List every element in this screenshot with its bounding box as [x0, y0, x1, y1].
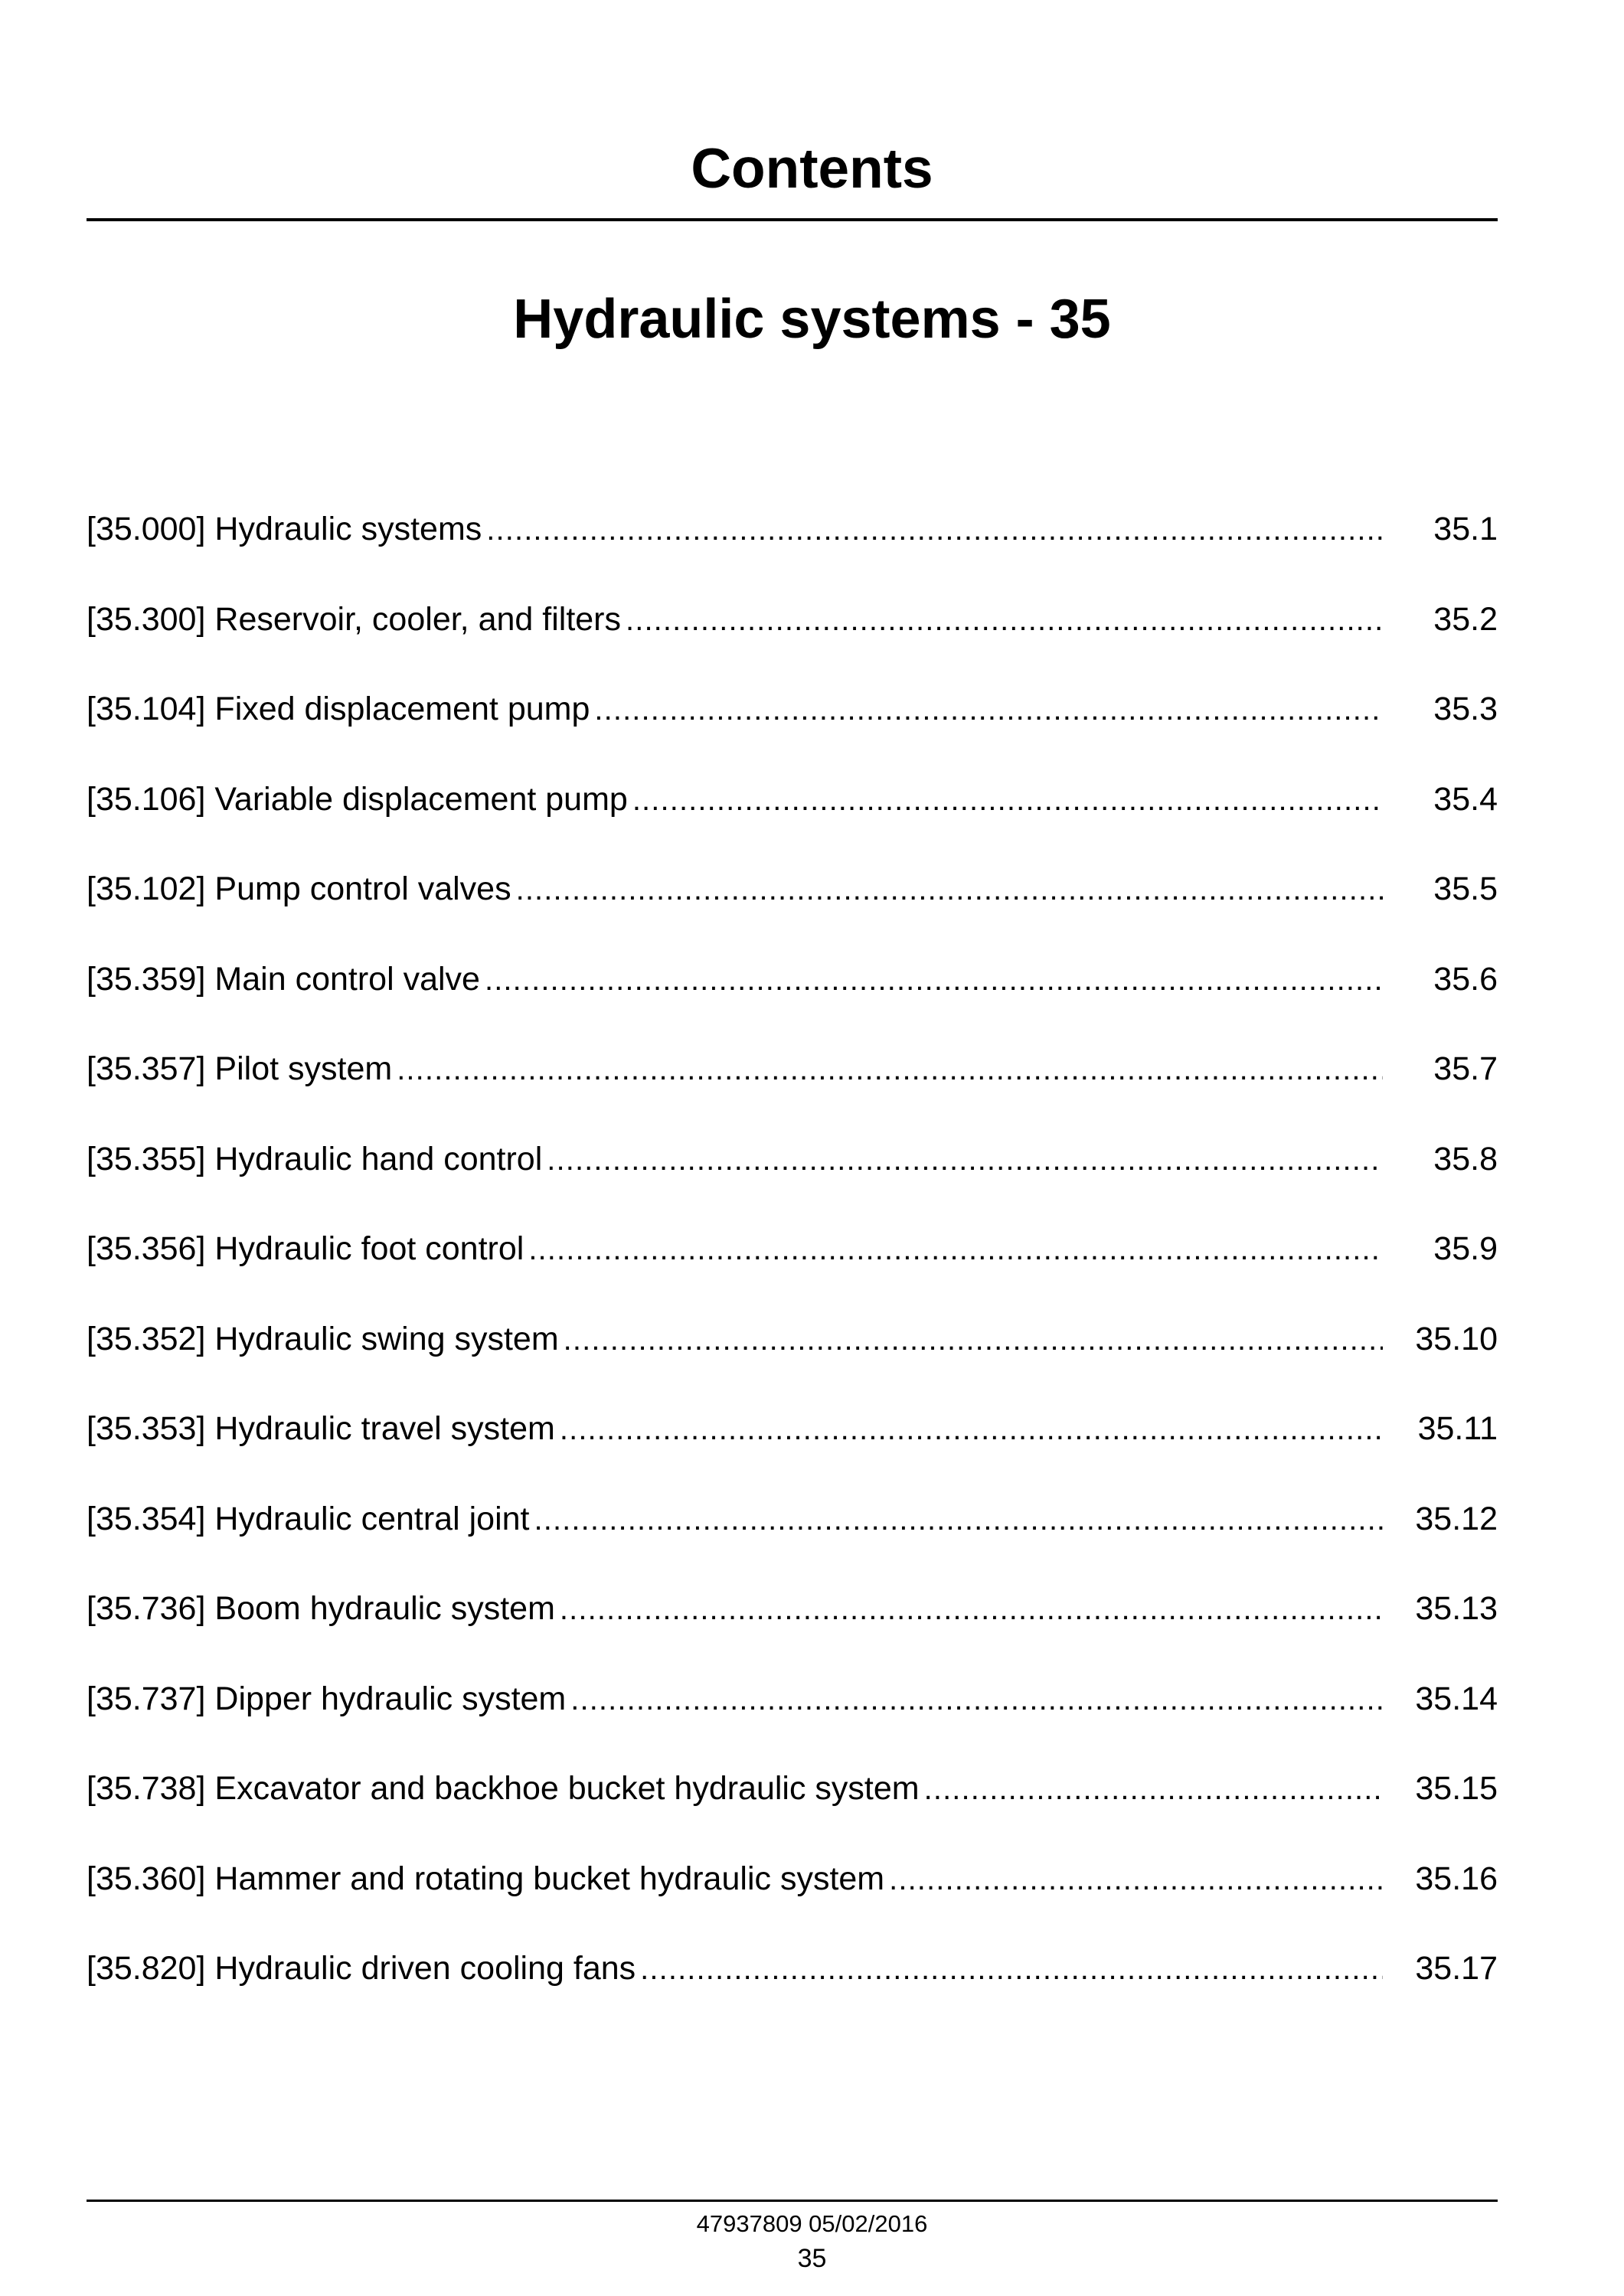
toc-entry-page: 35.15	[1415, 1770, 1498, 1807]
toc-entry-title: Hydraulic hand control	[214, 1140, 543, 1177]
toc-entry-code: [35.736]	[87, 1590, 206, 1627]
toc-entry[interactable]	[87, 1851, 1498, 1942]
toc-entry-code: [35.353]	[87, 1410, 206, 1447]
dot-leader	[534, 1492, 1383, 1547]
toc-entry[interactable]	[87, 1671, 1498, 1762]
toc-entry-page: 35.17	[1415, 1950, 1498, 1987]
toc-entry-page: 35.1	[1433, 511, 1498, 547]
toc-entry-title: Main control valve	[214, 960, 480, 998]
toc-entry-page: 35.7	[1433, 1050, 1498, 1087]
toc-entry-title: Fixed displacement pump	[214, 691, 590, 727]
toc-entry[interactable]	[87, 772, 1498, 862]
toc-entry-page: 35.6	[1433, 960, 1498, 998]
toc-entry[interactable]	[87, 1401, 1498, 1491]
toc-entry-code: [35.000]	[87, 511, 206, 547]
toc-entry[interactable]	[87, 592, 1498, 682]
dot-leader	[560, 1402, 1383, 1457]
dot-leader	[516, 862, 1383, 917]
toc-entry[interactable]	[87, 1941, 1498, 2031]
toc-entry-code: [35.106]	[87, 780, 206, 818]
toc-entry[interactable]	[87, 501, 1498, 592]
dot-leader	[564, 1312, 1383, 1367]
toc-entry-page: 35.11	[1417, 1410, 1498, 1447]
footer-divider	[87, 2200, 1498, 2202]
toc-entry[interactable]	[87, 1491, 1498, 1582]
section-title: Hydraulic systems - 35	[513, 289, 1111, 350]
dot-leader	[640, 1942, 1383, 1997]
toc-entry-code: [35.360]	[87, 1860, 206, 1897]
toc-entry-page: 35.8	[1433, 1140, 1498, 1177]
toc-entry-page: 35.3	[1433, 691, 1498, 727]
toc-entry-code: [35.359]	[87, 960, 206, 998]
toc-entry-title: Boom hydraulic system	[214, 1590, 555, 1627]
toc-entry[interactable]	[87, 1041, 1498, 1132]
toc-entry-page: 35.9	[1433, 1230, 1498, 1267]
toc-entry-title: Hydraulic travel system	[214, 1410, 555, 1447]
toc-entry-page: 35.14	[1415, 1680, 1498, 1717]
page-number: 35	[797, 2244, 827, 2273]
dot-leader	[397, 1042, 1383, 1097]
dot-leader	[594, 682, 1383, 737]
toc-entry-code: [35.102]	[87, 870, 206, 907]
toc-entry-page: 35.12	[1415, 1500, 1498, 1537]
toc-entry-title: Hydraulic driven cooling fans	[214, 1950, 636, 1987]
dot-leader	[570, 1672, 1383, 1727]
dot-leader	[626, 593, 1383, 648]
toc-entry[interactable]	[87, 952, 1498, 1042]
toc-entry-code: [35.354]	[87, 1500, 206, 1537]
toc-entry[interactable]	[87, 1132, 1498, 1222]
dot-leader	[528, 1222, 1383, 1277]
toc-entry[interactable]	[87, 1581, 1498, 1671]
toc-entry-title: Reservoir, cooler, and filters	[214, 600, 621, 638]
toc-entry-code: [35.820]	[87, 1950, 206, 1987]
dot-leader	[889, 1852, 1383, 1907]
toc-entry-page: 35.10	[1415, 1320, 1498, 1357]
toc-entry-page: 35.5	[1433, 870, 1498, 907]
toc-entry-code: [35.104]	[87, 691, 206, 727]
toc-entry-title: Hydraulic systems	[214, 511, 482, 547]
toc-entry-title: Dipper hydraulic system	[214, 1680, 567, 1717]
toc-entry-code: [35.300]	[87, 600, 206, 638]
toc-entry-title: Hydraulic swing system	[214, 1320, 559, 1357]
toc-entry-code: [35.356]	[87, 1230, 206, 1267]
dot-leader	[924, 1762, 1383, 1817]
toc-entry-page: 35.16	[1415, 1860, 1498, 1897]
page-title: Contents	[691, 138, 933, 200]
toc-entry[interactable]	[87, 681, 1498, 772]
toc-entry-code: [35.357]	[87, 1050, 206, 1087]
dot-leader	[560, 1582, 1383, 1637]
toc-entry[interactable]	[87, 1311, 1498, 1402]
toc-entry-title: Hydraulic foot control	[214, 1230, 524, 1267]
toc-entry-title: Excavator and backhoe bucket hydraulic system	[214, 1770, 920, 1807]
toc-entry-title: Pilot system	[214, 1050, 393, 1087]
dot-leader	[632, 772, 1383, 828]
toc-entry[interactable]	[87, 1761, 1498, 1851]
toc-entry-code: [35.737]	[87, 1680, 206, 1717]
toc-entry-title: Pump control valves	[214, 870, 511, 907]
toc-entry-code: [35.352]	[87, 1320, 206, 1357]
toc-entry-code: [35.738]	[87, 1770, 206, 1807]
toc-entry[interactable]	[87, 861, 1498, 952]
toc-entry-code: [35.355]	[87, 1140, 206, 1177]
toc-entry-title: Hammer and rotating bucket hydraulic system	[214, 1860, 885, 1897]
toc-entry-page: 35.4	[1433, 780, 1498, 818]
dot-leader	[485, 952, 1383, 1008]
document-reference: 47937809 05/02/2016	[696, 2210, 928, 2237]
toc-entry-page: 35.13	[1415, 1590, 1498, 1627]
toc-entry[interactable]	[87, 1221, 1498, 1311]
header-divider	[87, 218, 1498, 221]
toc-entry-title: Variable displacement pump	[214, 780, 628, 818]
dot-leader	[547, 1132, 1383, 1187]
dot-leader	[486, 502, 1383, 557]
toc-entry-page: 35.2	[1433, 600, 1498, 638]
toc-entry-title: Hydraulic central joint	[214, 1500, 530, 1537]
table-of-contents	[87, 501, 1498, 2031]
